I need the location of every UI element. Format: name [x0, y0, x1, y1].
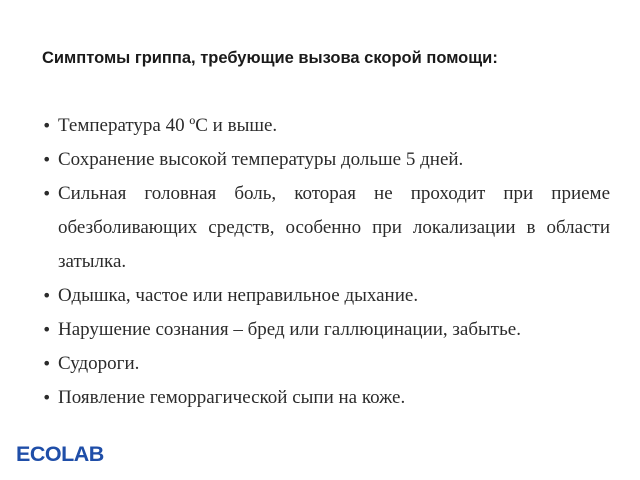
bullet-icon: •	[42, 388, 52, 407]
list-item-text: Судороги.	[58, 353, 140, 374]
list-item-text: Температура 40 ºС и выше.	[58, 115, 278, 136]
bullet-icon: •	[42, 286, 52, 305]
ecolab-logo	[16, 441, 116, 465]
symptom-list	[42, 109, 610, 415]
list-item	[42, 381, 610, 415]
bullet-icon: •	[42, 116, 52, 135]
list-item-text: Одышка, частое или неправильное дыхание.	[58, 285, 419, 306]
list-item	[42, 279, 610, 313]
svg-text:ECOLAB: ECOLAB	[16, 442, 104, 465]
list-item	[42, 347, 610, 381]
list-item-text: Сильная головная боль, которая не проходит при приеме обезболивающих средств, особенно при локализации в области затылка.	[58, 183, 610, 272]
bullet-icon: •	[42, 150, 52, 169]
bullet-icon: •	[42, 320, 52, 339]
list-item	[42, 109, 610, 143]
bullet-icon: •	[42, 184, 52, 203]
bullet-icon: •	[42, 354, 52, 373]
list-item	[42, 143, 610, 177]
list-item-text: Нарушение сознания – бред или галлюцинации, забытье.	[58, 319, 521, 340]
list-item-text: Появление геморрагической сыпи на коже.	[58, 387, 406, 408]
list-item	[42, 313, 610, 347]
slide-title: Симптомы гриппа, требующие вызова скорой помощи:	[42, 49, 498, 67]
list-item	[42, 177, 610, 279]
list-item-text: Сохранение высокой температуры дольше 5 дней.	[58, 149, 464, 170]
